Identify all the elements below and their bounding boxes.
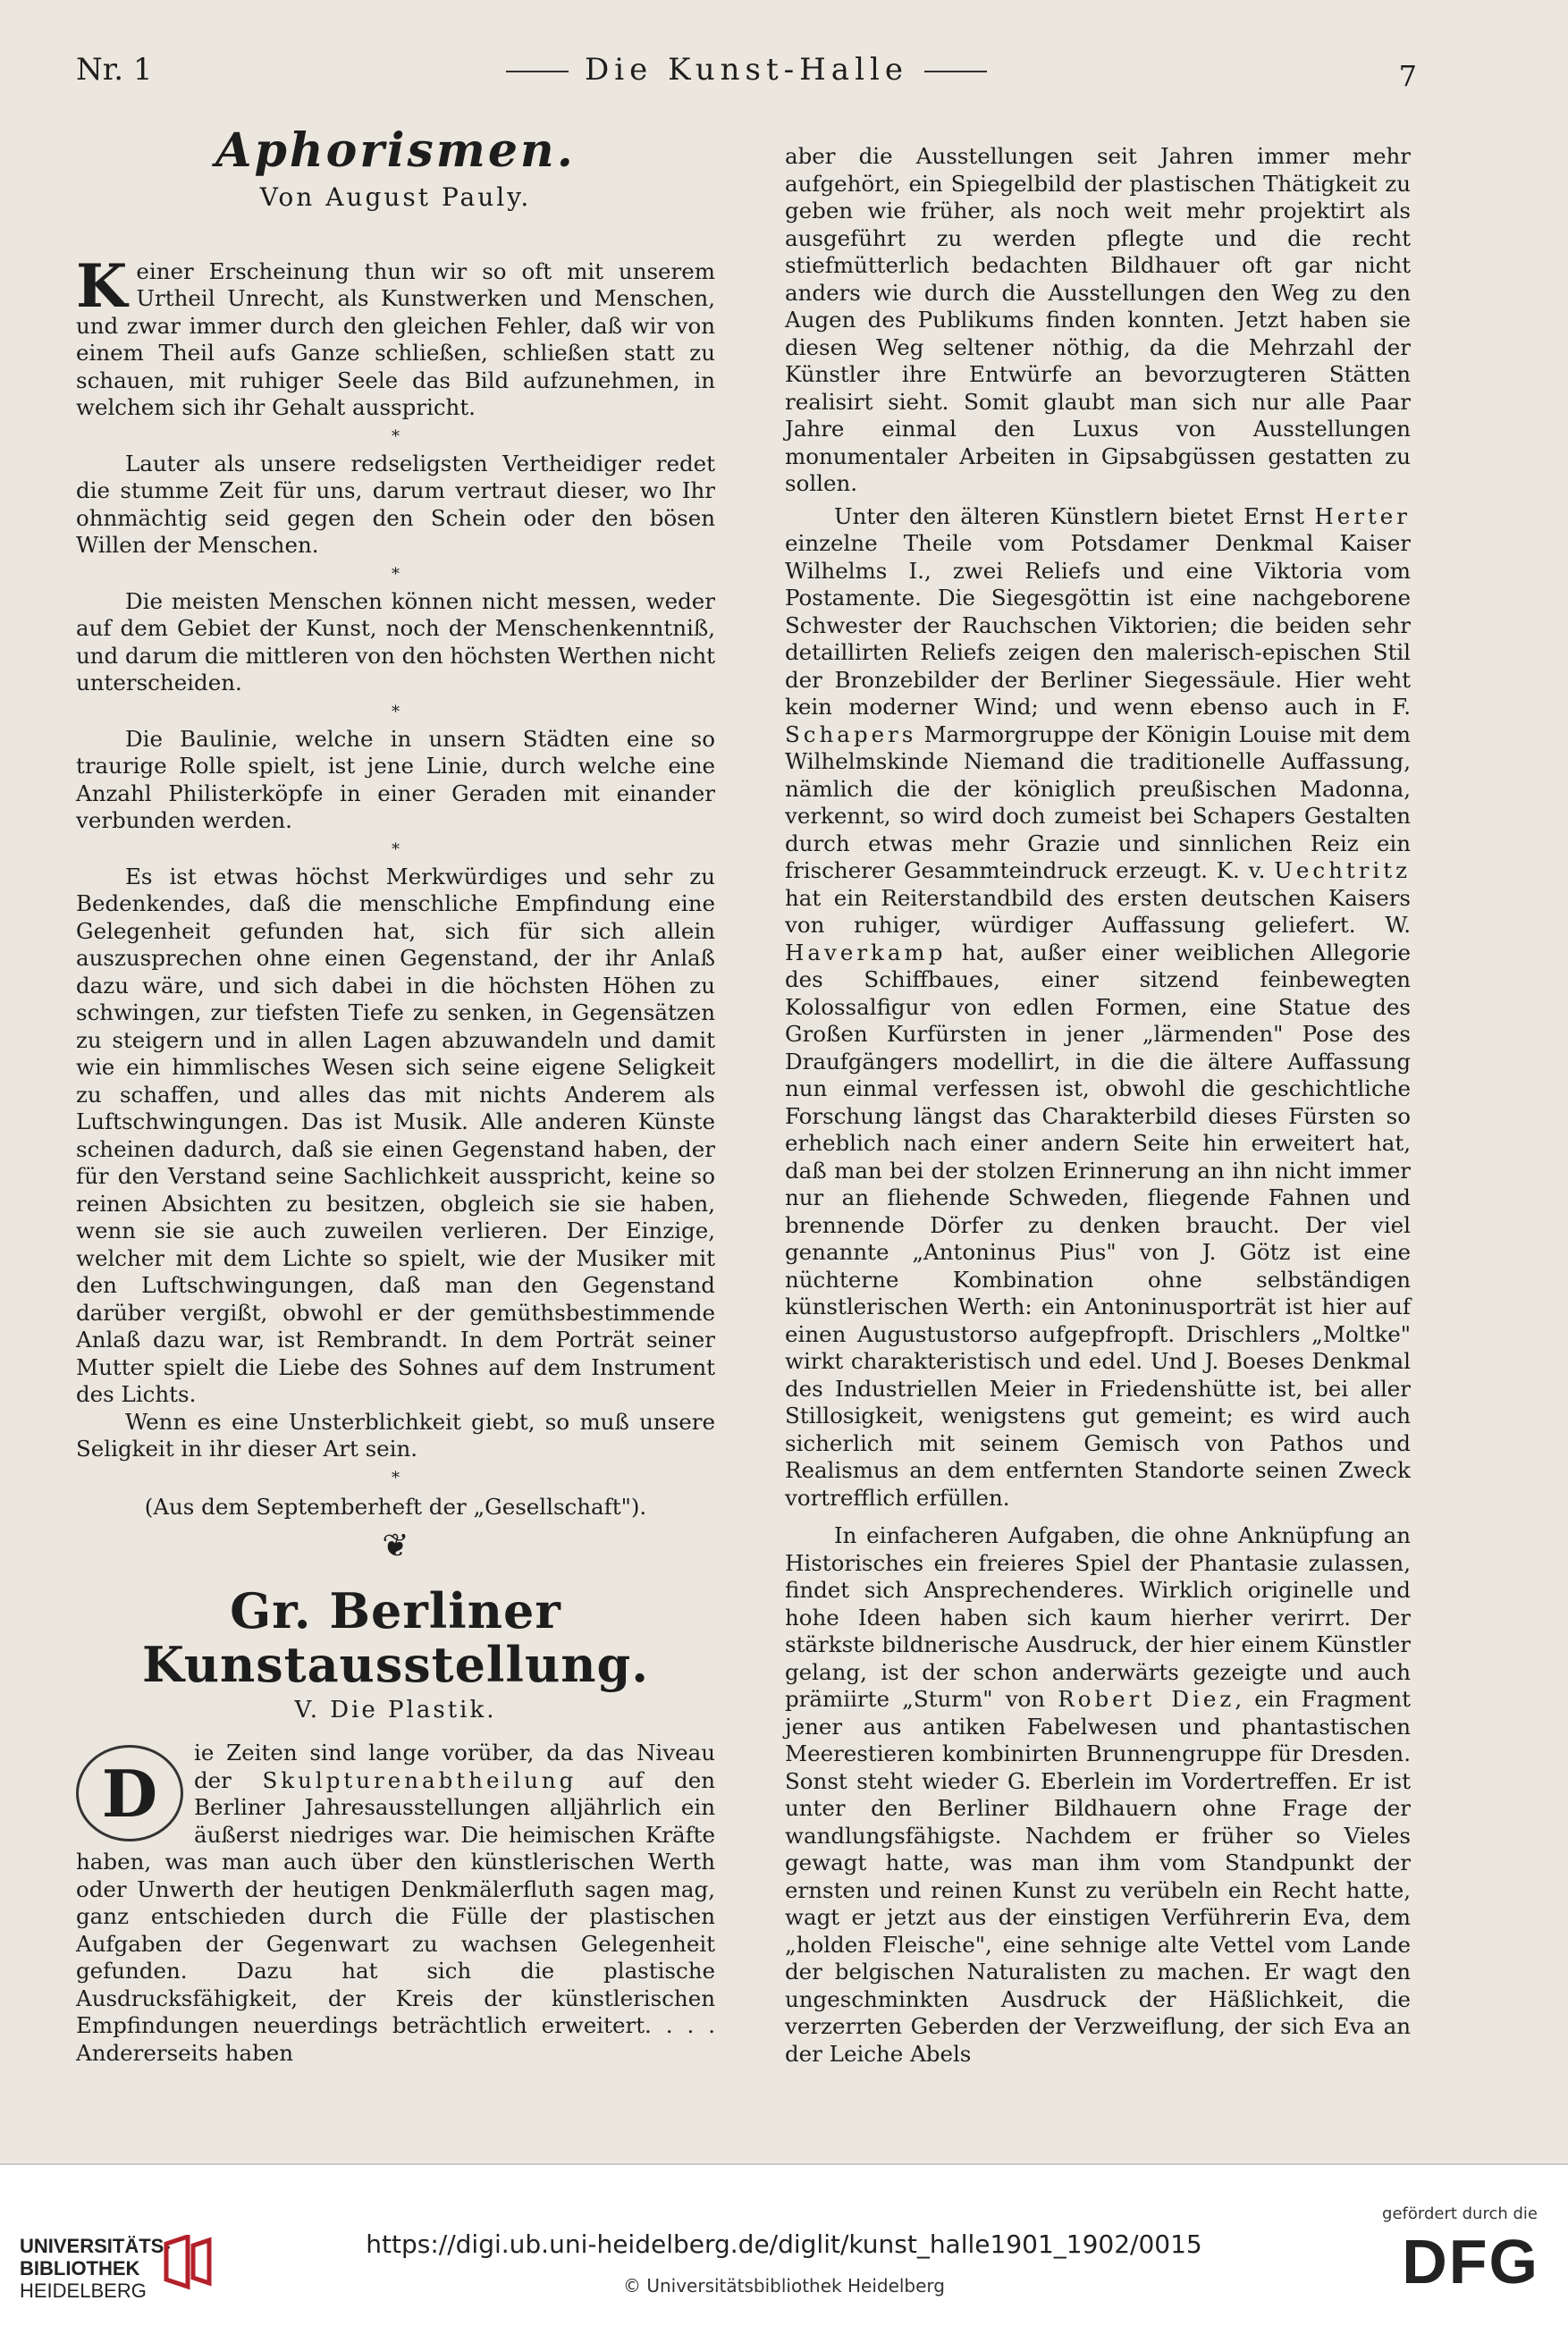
asterisk-divider: * xyxy=(392,564,400,584)
berlin-exhibition-title: Gr. Berliner Kunstausstellung. xyxy=(141,1581,650,1693)
aphorisms-title: Aphorismen. xyxy=(215,123,576,178)
university-library-logo[interactable]: UNIVERSITÄTS- BIBLIOTHEK HEIDELBERG xyxy=(20,2235,171,2302)
source-note: (Aus dem Septemberheft der „Gesellschaft"). xyxy=(144,1493,647,1520)
journal-title: Die Kunst-Halle xyxy=(585,52,908,88)
right-column xyxy=(785,143,1411,2068)
asterisk-divider: * xyxy=(392,1468,400,1487)
asterisk-divider: * xyxy=(392,839,400,859)
permalink-url[interactable]: https://digi.ub.uni-heidelberg.de/diglit/kunst_halle1901_1902/0015 xyxy=(366,2229,1202,2259)
asterisk-divider: * xyxy=(392,426,400,446)
page-number: 7 xyxy=(1398,59,1417,93)
left-column xyxy=(76,123,715,2067)
drop-cap-k: K xyxy=(76,250,128,321)
asterisk-divider: * xyxy=(392,702,400,721)
article-paragraph: aber die Ausstellungen seit Jahren immer mehr aufgehört, ein Spiegelbild der plastischen Thätigkeit zu geben wie früher, als noch weit mehr projektirt als ausgeführt zu werden pflegte und die recht stiefmütterlich bedachten Bildhauer oft gar nicht anders wie durch die Ausstellungen den Weg zu den Augen des Publikums finden konnten. Jetzt haben sie diesen Weg seltener nöthig, da die Mehrzahl der Künstler ihre Entwürfe an bevorzugteren Stätten realisirt sieht. Somit glaubt man sich nur alle Paar Jahre einmal den Luxus von Ausstellungen monumentaler Arbeiten in Gipsabgüssen gestatten zu sollen. xyxy=(785,143,1411,496)
funding-label: gefördert durch die xyxy=(1382,2204,1538,2223)
aphorism-paragraph: Die Baulinie, welche in unsern Städten eine so traurige Rolle spielt, ist jene Linie, durch welche eine Anzahl Philisterköpfe in einer Geraden mit einander verbunden werden. xyxy=(76,725,715,833)
leaf-ornament-icon: ❦ xyxy=(382,1528,409,1564)
article-paragraph: In einfacheren Aufgaben, die ohne Anknüpfung an Historisches ein freieres Spiel der Phantasie zulassen, findet sich Ansprechenderes. Wirklich originelle und hohe Ideen haben sich kaum hierher verirrt. Der stärkste bildnerische Ausdruck, der hier einem Künstler gelang, ist der schon anderwärts gezeigte und auch prämiirte „Sturm" von Robert Diez, ein Fragment jener aus antiken Fabelwesen und phantastischen Meerestieren kombinirten Brunnengruppe für Dresden. Sonst steht wieder G. Eberlein im Vordertreffen. Er ist unter den Berliner Bildhauern ohne Frage der wandlungsfähigste. Nachdem er früher so Vieles gewagt hatte, was man ihm vom Standpunkt der ernsten und reinen Kunst zu verübeln ein Recht hatte, wagt er jetzt aus der einstigen Verführerin Eva, dem „holden Fleische", eine sehnige alte Vettel vom Lande der belgischen Naturalisten zu machen. Er wagt den ungeschminkten Ausdruck der Häßlichkeit, die verzerrten Geberden der Verzweiflung, der sich Eva an der Leiche Abels xyxy=(785,1522,1411,2067)
journal-title-line xyxy=(76,52,1417,88)
aphorisms-byline: Von August Pauly. xyxy=(259,182,532,212)
viewer-footer xyxy=(0,2163,1568,2326)
copyright-notice: © Universitätsbibliothek Heidelberg xyxy=(622,2275,945,2297)
aphorism-paragraph: Die meisten Menschen können nicht messen, weder auf dem Gebiet der Kunst, noch der Menschenkenntniß, und darum die mittleren von den höchsten Werthen nicht unterscheiden. xyxy=(76,587,715,695)
ornament-line-left xyxy=(506,71,569,72)
issue-number: Nr. 1 xyxy=(76,52,153,88)
running-header xyxy=(76,46,1417,91)
ornament-line-right xyxy=(924,71,987,72)
berlin-exhibition-subtitle: V. Die Plastik. xyxy=(294,1696,497,1723)
article-paragraph: Unter den älteren Künstlern bietet Ernst Herter einzelne Theile vom Potsdamer Denkmal Kaiser Wilhelms I., zwei Reliefs und eine Viktoria vom Postamente. Die Siegesgöttin ist eine nachgeborene Schwester der Rauchschen Viktorien; die beiden sehr detaillirten Reliefs zeigen den malerisch-epischen Stil der Bronzebilder der Berliner Siegessäule. Hier weht kein moderner Wind; und wenn ebenso auch in F. Schapers Marmorgruppe der Königin Louise mit dem Wilhelmskinde Niemand die traditionelle Auffassung, nämlich die der königlich preußischen Madonna, verkennt, so wird doch zumeist bei Schapers Gestalten durch etwas mehr Grazie und sinnlichen Reiz ein frischerer Gesammteindruck erzeugt. K. v. Uechtritz hat ein Reiterstandbild des ersten deutschen Kaisers von ruhiger, würdiger Auffassung geliefert. W. Haverkamp hat, außer einer weiblichen Allegorie des Schiffbaues, einer sitzend feinbewegten Kolossalfigur von edlen Formen, eine Statue des Großen Kurfürsten in jener „lärmenden" Pose des Draufgängers modellirt, in die die ältere Auffassung nun einmal verfessen ist, obwohl die geschichtliche Forschung längst das Charakterbild dieses Fürsten so erheblich nach einer andern Seite hin erweitert hat, daß man bei der stolzen Erinnerung an ihn nicht immer nur an fliehende Schweden, fliegende Fahnen und brennende Dörfer zu denken braucht. Der viel genannte „Antoninus Pius" von J. Götz ist eine nüchterne Kombination ohne selbständigen künstlerischen Werth: ein Antoninusporträt ist hier auf einen Augustustorso aufgepfropft. Drischlers „Moltke" wirkt charakteristisch und edel. Und J. Boeses Denkmal des Industriellen Meier in Friedenshütte ist, bei aller Stillosigkeit, wenigstens gut gemeint; es wird auch sicherlich mit seinem Gemisch von Pathos und Realismus an dem entfernten Standorte seinen Zweck vortrefflich erfüllen. xyxy=(785,502,1411,1511)
aphorism-paragraph: Wenn es eine Unsterblichkeit giebt, so muß unsere Seligkeit in ihr dieser Art sein. xyxy=(76,1408,715,1462)
drop-cap-d: D xyxy=(76,1745,183,1841)
aphorism-paragraph: Keiner Erscheinung thun wir so oft mit unserem Urtheil Unrecht, als Kunstwerken und Menschen, und zwar immer durch den gleichen Fehler, daß wir von einem Theil aufs Ganze schließen, schließen statt zu schauen, mit ruhiger Seele das Bild aufzunehmen, in welchem sich ihr Gehalt ausspricht. xyxy=(76,250,715,420)
aphorism-paragraph: Es ist etwas höchst Merkwürdiges und sehr zu Bedenkendes, daß die menschliche Empfindung eine Gelegenheit gefunden hat, sich für sich allein auszusprechen ohne einen Gegenstand, der ihr Anlaß dazu wäre, und sich dabei in die höchsten Höhen zu schwingen, zur tiefsten Tiefe zu senken, in Gegensätzen zu steigern und in allen Lagen abzuwandeln und damit wie ein himmlisches Wesen sich seine eigene Seligkeit zu schaffen, und alles das mit nichts Anderem als Luftschwingungen. Das ist Musik. Alle anderen Künste scheinen dadurch, daß sie einen Gegenstand haben, der für den Verstand seine Sachlichkeit ausspricht, keine so reinen Absichten zu besitzen, obgleich sie sie haben, wenn sie sie auch zuweilen verlieren. Der Einzige, welcher mit dem Lichte so spielt, wie der Musiker mit den Luftschwingungen, daß man den Gegenstand darüber vergißt, obwohl er der gemüthsbestimmende Anlaß dazu war, ist Rembrandt. In dem Porträt seiner Mutter spielt die Liebe des Sohnes auf dem Instrument des Lichts. xyxy=(76,863,715,1407)
article-paragraph: D ie Zeiten sind lange vorüber, da das Niveau der Skulpturenabtheilung auf den Berliner Jahresausstellungen alljährlich ein äußerst niedriges war. Die heimischen Kräfte haben, was man auch über den künstlerischen Werth oder Unwerth der heutigen Denkmälerfluth sagen mag, ganz entschieden durch die Fülle der plastischen Aufgaben der Gegenwart zu wachsen Gelegenheit gefunden. Dazu hat sich die plastische Ausdrucksfähigkeit, der Kreis der künstlerischen Empfindungen neuerdings beträchtlich erweitert. . . . Andererseits haben xyxy=(76,1740,715,2066)
aphorism-paragraph: Lauter als unsere redseligsten Vertheidiger redet die stumme Zeit für uns, darum vertraut dieser, wo Ihr ohnmächtig seid gegen den Schein oder den bösen Willen der Menschen. xyxy=(76,450,715,558)
dfg-logo[interactable]: DFG xyxy=(1402,2227,1539,2297)
